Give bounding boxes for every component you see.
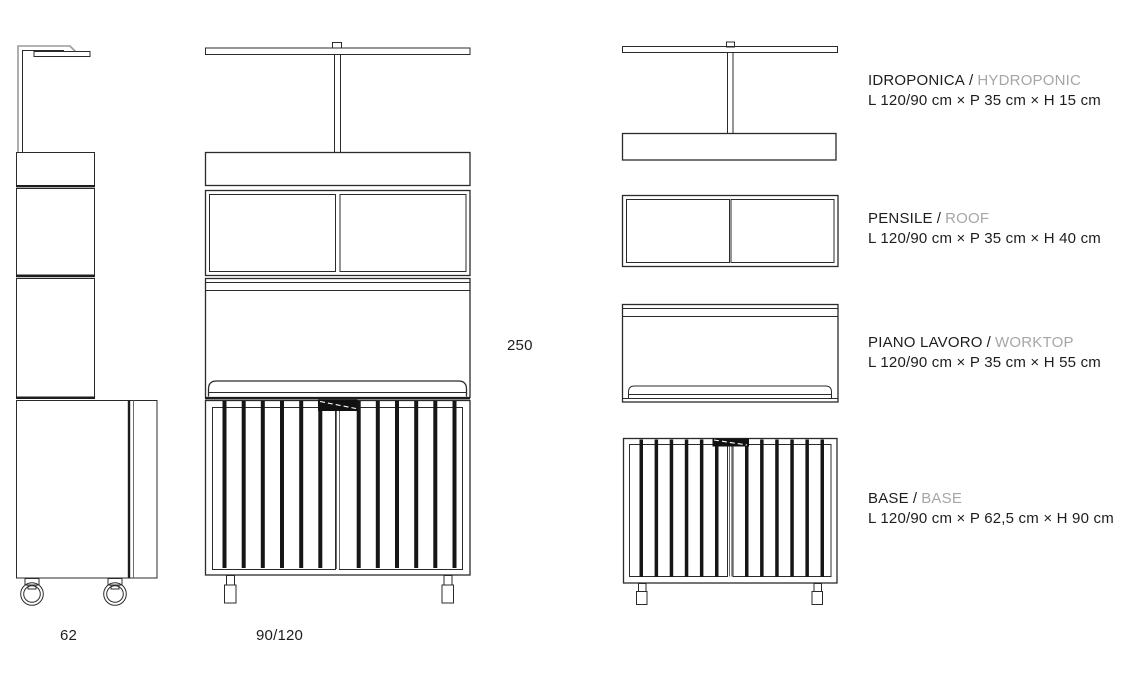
component-name-en: BASE: [921, 490, 963, 507]
name-separator: /: [912, 490, 918, 507]
dimension-overall-height: 250: [507, 337, 533, 354]
component-dimensions: L 120/90 cm × P 62,5 cm × H 90 cm: [868, 510, 1114, 527]
component-dimensions: L 120/90 cm × P 35 cm × H 55 cm: [868, 354, 1101, 371]
dimension-front-width: 90/120: [256, 627, 304, 644]
component-name-en: HYDROPONIC: [977, 72, 1082, 89]
component-name-en: ROOF: [945, 210, 990, 227]
component-name-it: BASE: [868, 490, 909, 507]
component-dimensions: L 120/90 cm × P 35 cm × H 40 cm: [868, 230, 1101, 247]
component-name-en: WORKTOP: [995, 334, 1074, 351]
component-label-hydroponic: [868, 71, 1101, 111]
component-label-worktop: [868, 333, 1101, 373]
dimension-side-depth: 62: [60, 627, 78, 644]
name-separator: /: [986, 334, 992, 351]
component-label-base: [868, 489, 1114, 529]
component-dimensions: L 120/90 cm × P 35 cm × H 15 cm: [868, 92, 1101, 109]
component-name-it: IDROPONICA: [868, 72, 966, 89]
component-label-roof: [868, 209, 1101, 249]
component-name: [868, 71, 1101, 91]
component-name: [868, 489, 1114, 509]
name-separator: /: [936, 210, 942, 227]
component-name-it: PENSILE: [868, 210, 933, 227]
name-separator: /: [969, 72, 974, 89]
component-name-it: PIANO LAVORO: [868, 334, 983, 351]
component-name: [868, 333, 1101, 353]
component-name: [868, 209, 1101, 229]
